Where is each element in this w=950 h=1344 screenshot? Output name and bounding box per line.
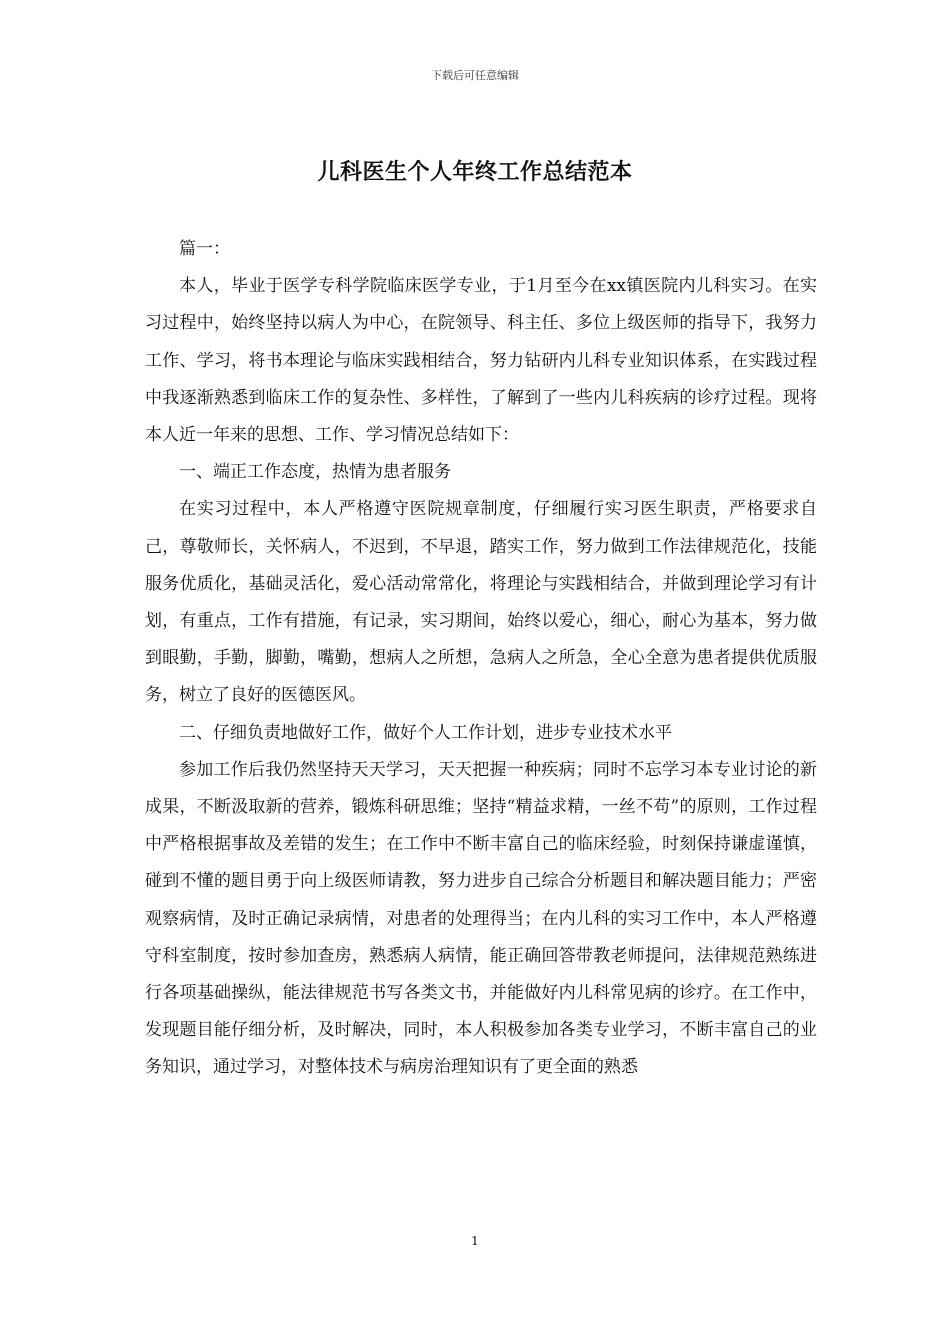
section-heading: 二、仔细负责地做好工作，做好个人工作计划，进步专业技术水平 [179,722,672,743]
section-heading: 一、端正工作态度，热情为患者服务 [179,462,451,483]
section-label: 篇一： [179,239,230,259]
page-number: 1 [471,1234,479,1248]
body-paragraph: 参加工作后我仍然坚持天天学习，天天把握一种疾病；同时不忘学习本专业讨论的新成果，不断汲取新的营养，锻炼科研思维；坚持“精益求精，一丝不苟”的原则，工作过程中严格根据事故及差错的发生；在工作中不断丰富自己的临床经验，时刻保持谦虚谨慎，碰到不懂的题目勇于向上级医师请教，努力进步自己综合分析题目和解决题目能力；严密观察病情，及时正确记录病情，对患者的处理得当；在内儿科的实习工作中，本人严格遵守科室制度，按时参加查房，熟悉病人病情，能正确回答带教老师提问，法律规范熟练进行各项基础操纵，能法律规范书写各类文书，并能做好内儿科常见病的诊疗。在工作中，发现题目能仔细分析，及时解决，同时，本人积极参加各类专业学习，不断丰富自己的业务知识，通过学习，对整体技术与病房治理知识有了更全面的熟悉 [145,759,817,1078]
body-paragraph: 本人，毕业于医学专科学院临床医学专业，于1月至今在xx镇医院内儿科实习。在实习过程中，始终坚持以病人为中心，在院领导、科主任、多位上级医师的指导下，我努力工作、学习，将书本理论与临床实践相结合，努力钻研内儿科专业知识体系，在实践过程中我逐渐熟悉到临床工作的复杂性、多样性，了解到了一些内儿科疾病的诊疗过程。现将本人近一年来的思想、工作、学习情况总结如下： [145,276,817,446]
header-note: 下载后可任意编辑 [431,69,519,82]
body-paragraph: 在实习过程中，本人严格遵守医院规章制度，仔细履行实习医生职责，严格要求自己，尊敬师长，关怀病人，不迟到，不早退，踏实工作，努力做到工作法律规范化，技能服务优质化，基础灵活化，爱心活动常常化，将理论与实践相结合，并做到理论学习有计划，有重点，工作有措施，有记录，实习期间，始终以爱心，细心，耐心为基本，努力做到眼勤，手勤，脚勤，嘴勤，想病人之所想，急病人之所急，全心全意为患者提供优质服务，树立了良好的医德医风。 [145,499,817,706]
document-title: 儿科医生个人年终工作总结范本 [317,160,633,185]
document-body [145,231,817,1087]
